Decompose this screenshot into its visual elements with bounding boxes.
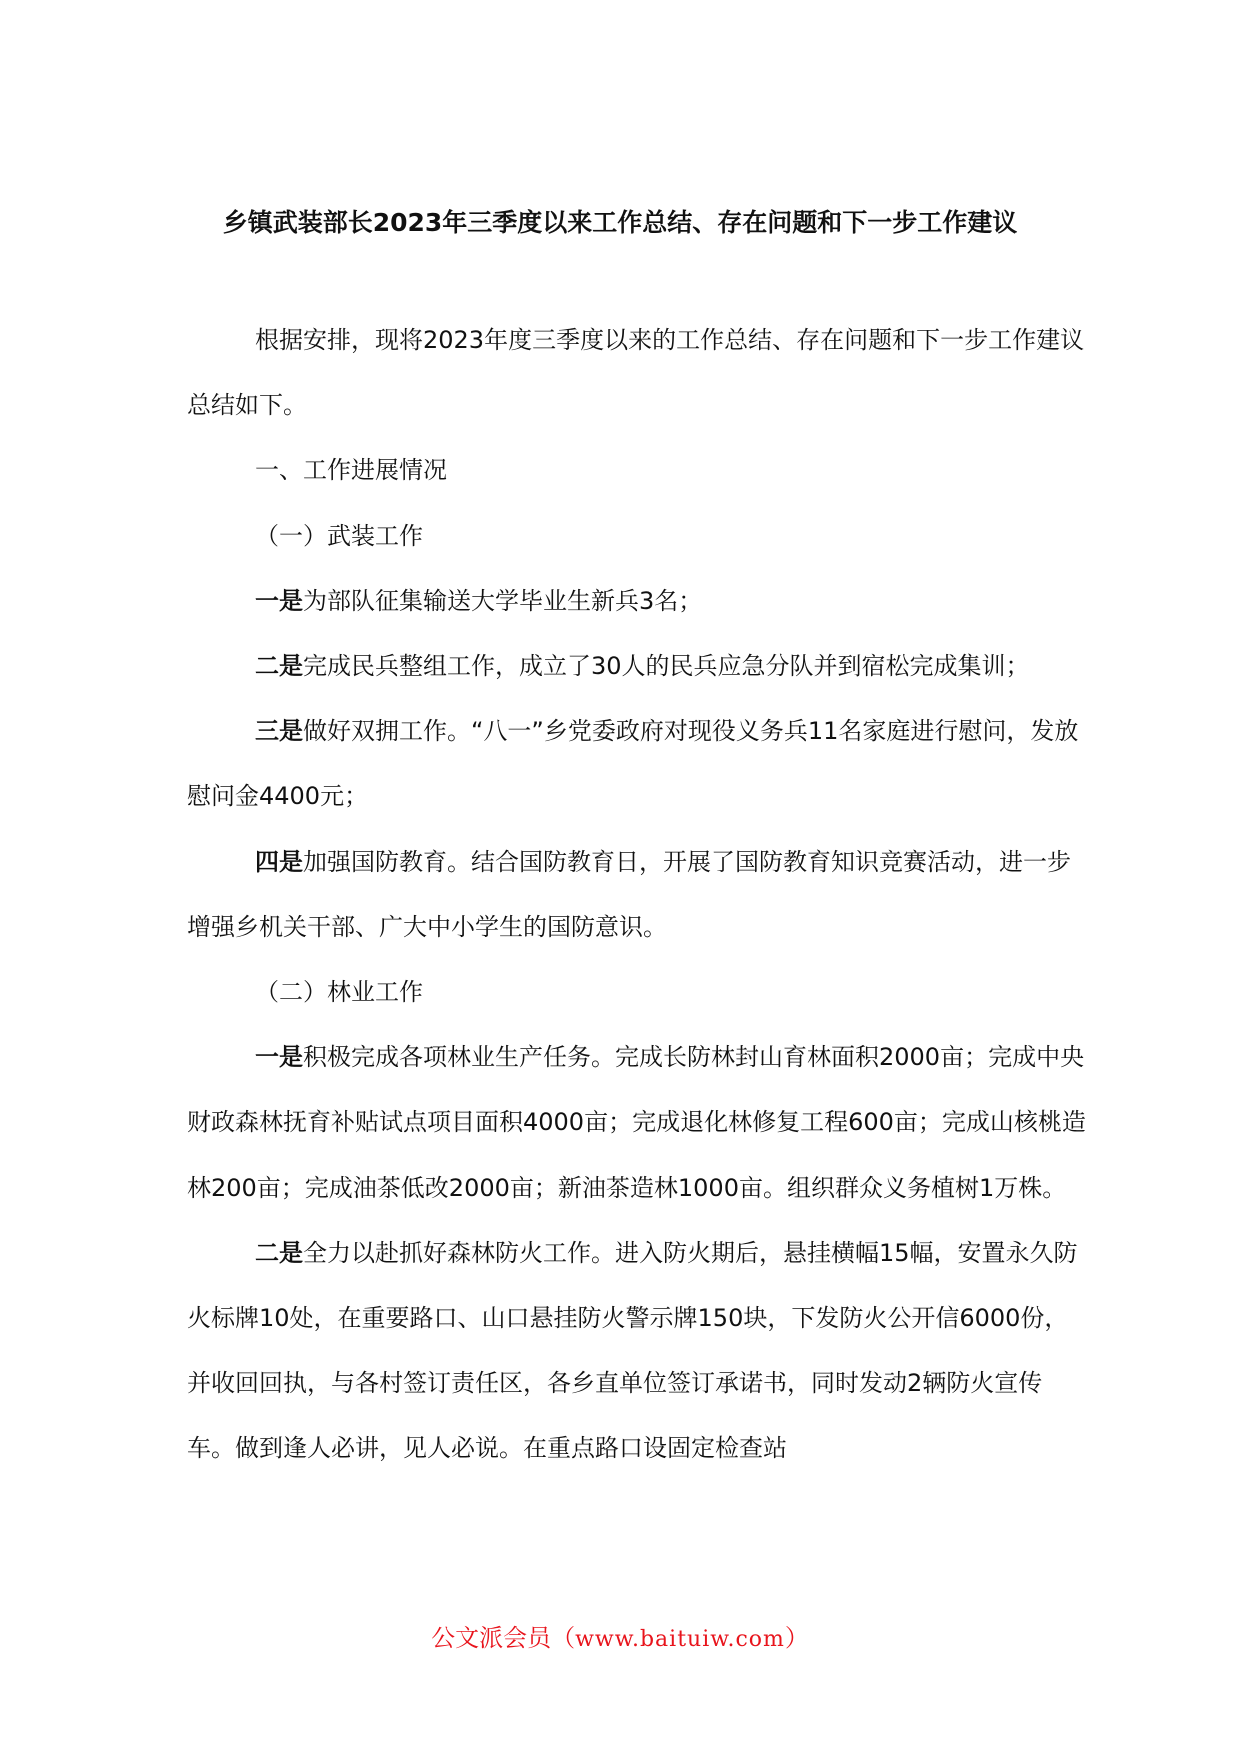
paragraph-item (187, 830, 1087, 960)
footer-close: ） (784, 1624, 809, 1652)
document-body (187, 308, 1087, 1482)
paragraph-text: 为部队征集输送大学毕业生新兵3名； (303, 586, 703, 615)
paragraph-lead: 三是 (255, 717, 303, 746)
paragraph-lead: 四是 (255, 847, 303, 876)
paragraph-item (187, 1025, 1087, 1221)
paragraph-text: （二）林业工作 (255, 978, 423, 1007)
paragraph-text: 完成民兵整组工作，成立了30人的民兵应急分队并到宿松完成集训； (303, 652, 1030, 681)
paragraph-text: （一）武装工作 (255, 521, 423, 550)
paragraph-text: 加强国防教育。结合国防教育日，开展了国防教育知识竞赛活动，进一步增强乡机关干部、广大中小学生的国防意识。 (187, 847, 1071, 941)
paragraph-text: 做好双拥工作。“八一”乡党委政府对现役义务兵11名家庭进行慰问，发放慰问金4400元； (187, 717, 1079, 811)
footer-url[interactable]: www.baituiw.com (575, 1627, 785, 1652)
paragraph-item (187, 569, 1087, 634)
paragraph-text: 根据安排，现将2023年度三季度以来的工作总结、存在问题和下一步工作建议总结如下。 (187, 326, 1085, 420)
paragraph-text: 全力以赴抓好森林防火工作。进入防火期后，悬挂横幅15幅，安置永久防火标牌10处，在重要路口、山口悬挂防火警示牌150块，下发防火公开信6000份，并收回回执，与各村签订责任区，各乡直单位签订承诺书，同时发动2辆防火宣传车。做到逢人必讲，见人必说。在重点路口设固定检查站 (187, 1238, 1078, 1463)
paragraph-lead: 二是 (255, 1238, 303, 1267)
paragraph-item (187, 699, 1087, 829)
paragraph-item (187, 634, 1087, 699)
paragraph-text: 积极完成各项林业生产任务。完成长防林封山育林面积2000亩；完成中央财政森林抚育补贴试点项目面积4000亩；完成退化林修复工程600亩；完成山核桃造林200亩；完成油茶低改2000亩；新油茶造林1000亩。组织群众义务植树1万株。 (187, 1043, 1086, 1202)
paragraph-item (187, 1221, 1087, 1482)
paragraph-lead: 一是 (255, 1043, 303, 1072)
subheading-forestry (187, 960, 1087, 1025)
paragraph-lead: 二是 (255, 652, 303, 681)
heading-section-1 (187, 438, 1087, 503)
paragraph-lead: 一是 (255, 586, 303, 615)
subheading-armed-forces (187, 504, 1087, 569)
footer-label: 公文派会员（ (431, 1624, 576, 1652)
footer-watermark (0, 1620, 1240, 1658)
paragraph-text: 一、工作进展情况 (255, 456, 447, 485)
document-title: 乡镇武装部长2023年三季度以来工作总结、存在问题和下一步工作建议 (222, 208, 1018, 237)
paragraph-intro (187, 308, 1087, 438)
